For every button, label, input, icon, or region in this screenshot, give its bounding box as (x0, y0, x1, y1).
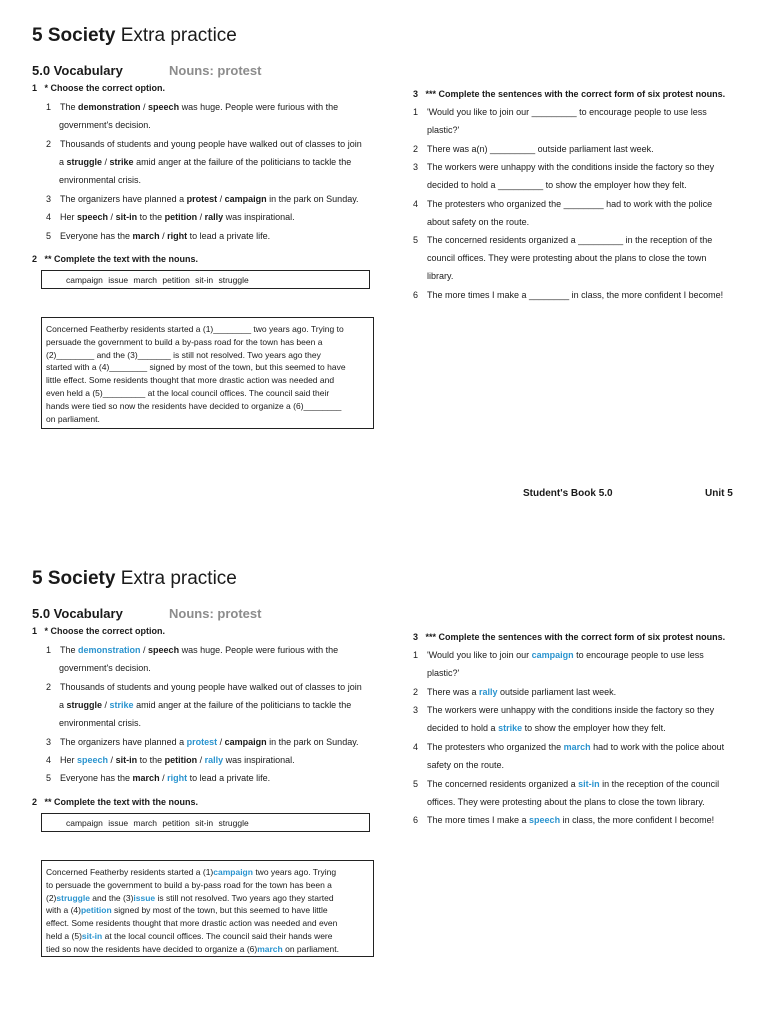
separator: / (108, 212, 116, 222)
item-number: 4 (46, 755, 52, 765)
ex1-answer-item-4 (46, 751, 295, 769)
item-text: The (60, 645, 79, 655)
item-text: a (59, 157, 67, 167)
ex3-answer-item-4-cont: safety on the route. (427, 760, 505, 770)
ex1-answer-item-3 (46, 733, 359, 751)
option: rally (204, 212, 224, 222)
ex1-answer-item-1-cont: government's decision. (59, 663, 151, 673)
answer: petition (80, 905, 112, 916)
item-text: Her (60, 212, 78, 222)
item-number: 6 (413, 815, 419, 825)
passage-box (41, 317, 374, 429)
passage-text: on parliament. (282, 943, 339, 954)
ex3-answer-item-1 (413, 646, 704, 664)
passage-line (46, 866, 369, 879)
ex3-answer-item-2 (413, 683, 616, 701)
ex1-item-2-cont (59, 153, 351, 171)
item-text: There was a(n) _________ outside parliament last week. (427, 144, 654, 154)
item-number: 1 (46, 645, 52, 655)
separator: / (159, 231, 168, 241)
item-number: 5 (413, 235, 419, 245)
item-text: was huge. People were furious with the (179, 645, 339, 655)
passage-text: is still not resolved. Two years ago they started (155, 892, 334, 903)
ex3-item-3 (413, 158, 714, 176)
title-rest: Extra practice (115, 25, 237, 46)
passage-text: tied so now the residents have decided to organize a (6) (46, 943, 258, 954)
item-text: was inspirational. (223, 212, 295, 222)
item-text: to encourage people to use less (573, 650, 704, 660)
item-text: The concerned residents organized a _________ in the reception of the (427, 235, 713, 245)
item-text: to lead a private life. (187, 231, 271, 241)
answer: speech (529, 815, 561, 825)
answer: rally (479, 687, 498, 697)
title-rest: Extra practice (115, 568, 237, 589)
ex3-item-5-cont2: library. (427, 271, 454, 281)
passage-text: with a (4) (46, 905, 81, 916)
item-text: in class, the more confident I become! (560, 815, 715, 825)
item-text: 'Would you like to join our (427, 650, 532, 660)
exercise-instruction: ** Complete the text with the nouns. (44, 254, 199, 264)
exercise-number: 3 (413, 89, 419, 99)
item-text: was inspirational. (223, 755, 295, 765)
item-text: Everyone has the (60, 773, 133, 783)
ex3-item-6 (413, 286, 723, 304)
option: campaign (224, 194, 267, 204)
selected-option: demonstration (78, 645, 141, 655)
exercise-2-heading (32, 254, 198, 264)
item-number: 5 (46, 231, 52, 241)
answer: campaign (531, 650, 574, 660)
item-text: amid anger at the failure of the politicians to tackle the (133, 157, 352, 167)
item-number: 3 (413, 705, 419, 715)
item-number: 3 (46, 194, 52, 204)
ex1-answer-item-2-cont (59, 696, 351, 714)
ex3-answer-item-3-cont (427, 719, 666, 737)
selected-option: speech (77, 755, 109, 765)
section-heading: 5.0 Vocabulary (32, 606, 123, 621)
item-text: outside parliament last week. (497, 687, 617, 697)
option: speech (148, 102, 180, 112)
passage-line: even held a (5)_________ at the local council offices. The council said their (46, 387, 330, 398)
exercise-2-heading (32, 797, 198, 807)
item-text: was huge. People were furious with the (179, 102, 339, 112)
exercise-instruction: *** Complete the sentences with the correct form of six protest nouns. (425, 632, 726, 642)
word-box: campaign issue march petition sit-in struggle (41, 813, 370, 832)
answer: sit-in (81, 930, 103, 941)
separator: / (217, 737, 225, 747)
item-text: The (60, 102, 79, 112)
ex1-answer-item-1 (46, 641, 338, 659)
separator: / (217, 194, 225, 204)
option: demonstration (78, 102, 141, 112)
title-bold: 5 Society (32, 25, 116, 46)
exercise-instruction: * Choose the correct option. (44, 626, 166, 636)
ex1-answer-item-5 (46, 769, 270, 787)
option: protest (186, 194, 218, 204)
item-text: The workers were unhappy with the conditions inside the factory so they (427, 705, 715, 715)
item-number: 3 (413, 162, 419, 172)
separator: / (140, 102, 149, 112)
section-heading: 5.0 Vocabulary (32, 63, 123, 78)
separator: / (197, 212, 205, 222)
item-number: 1 (413, 650, 419, 660)
item-text: amid anger at the failure of the politicians to tackle the (133, 700, 352, 710)
answer: march (563, 742, 591, 752)
passage-text: held a (5) (46, 930, 82, 941)
answer: campaign (213, 867, 253, 877)
item-text: The workers were unhappy with the conditions inside the factory so they (427, 162, 715, 172)
exercise-number: 2 (32, 254, 38, 264)
section-subheading: Nouns: protest (169, 606, 262, 621)
page-title (32, 25, 237, 47)
item-number: 1 (46, 102, 52, 112)
selected-option: protest (186, 737, 218, 747)
ex3-answer-item-4 (413, 738, 724, 756)
item-number: 6 (413, 290, 419, 300)
passage-line: to persuade the government to build a by-pass road for the town has been a (46, 879, 332, 890)
item-text: to the (137, 755, 165, 765)
exercise-instruction: *** Complete the sentences with the correct form of six protest nouns. (425, 89, 726, 99)
footer-unit: Unit 5 (705, 488, 733, 499)
item-text: in the park on Sunday. (266, 737, 359, 747)
item-text: Everyone has the (60, 231, 133, 241)
ex3-item-3-cont: decided to hold a _________ to show the employer how they felt. (427, 180, 687, 190)
passage-text: two years ago. Trying (252, 867, 337, 877)
item-number: 4 (413, 742, 419, 752)
passage-line (46, 943, 369, 956)
selected-option: rally (204, 755, 224, 765)
item-text: to lead a private life. (187, 773, 271, 783)
ex1-item-5 (46, 227, 270, 245)
item-text: The concerned residents organized a (427, 779, 579, 789)
title-bold: 5 Society (32, 568, 116, 589)
passage-line (46, 930, 369, 943)
passage-line: hands were tied so now the residents have decided to organize a (6)________ (46, 400, 342, 411)
ex3-answer-item-5-cont: offices. They were protesting about the plans to close the town library. (427, 797, 705, 807)
item-number: 1 (413, 107, 419, 117)
option: march (132, 231, 160, 241)
passage-line (46, 904, 369, 917)
item-number: 5 (46, 773, 52, 783)
page-title (32, 568, 237, 590)
separator: / (140, 645, 149, 655)
exercise-number: 3 (413, 632, 419, 642)
exercise-1-heading (32, 83, 165, 93)
ex1-item-1 (46, 98, 338, 116)
ex3-item-1 (413, 103, 707, 121)
item-text: a (59, 700, 67, 710)
item-text: in the park on Sunday. (266, 194, 359, 204)
selected-option: right (167, 773, 188, 783)
option: speech (148, 645, 180, 655)
ex1-item-1-cont: government's decision. (59, 120, 151, 130)
option: struggle (66, 700, 103, 710)
separator: / (102, 157, 110, 167)
passage-line (46, 892, 369, 905)
passage-text: at the local council offices. The council said their hands were (102, 930, 333, 941)
exercise-number: 1 (32, 626, 38, 636)
item-text: There was a (427, 687, 480, 697)
item-number: 2 (46, 682, 52, 692)
passage-line: little effect. Some residents thought that more drastic action was needed and (46, 375, 335, 386)
exercise-instruction: * Choose the correct option. (44, 83, 166, 93)
ex3-answer-item-3 (413, 701, 714, 719)
option: sit-in (115, 755, 138, 765)
ex3-item-5-cont: council offices. They were protesting about the plans to close the town (427, 253, 707, 263)
item-number: 2 (413, 687, 419, 697)
exercise-number: 2 (32, 797, 38, 807)
passage-text: Concerned Featherby residents started a (1) (46, 867, 214, 877)
option: march (132, 773, 160, 783)
ex3-item-4-cont: about safety on the route. (427, 217, 530, 227)
passage-line: effect. Some residents thought that more drastic action was needed and even (46, 918, 338, 929)
option: petition (164, 755, 198, 765)
option: right (167, 231, 188, 241)
ex1-item-2-cont2: environmental crisis. (59, 175, 142, 185)
separator: / (108, 755, 116, 765)
ex1-item-3 (46, 190, 359, 208)
item-text: The more times I make a ________ in class, the more confident I become! (427, 290, 724, 300)
option: sit-in (115, 212, 138, 222)
item-number: 2 (46, 139, 52, 149)
item-text: Thousands of students and young people have walked out of classes to join (60, 682, 362, 692)
answer: strike (498, 723, 523, 733)
passage-line: (2)________ and the (3)_______ is still not resolved. Two years ago they (46, 349, 321, 360)
item-number: 2 (413, 144, 419, 154)
item-text: The organizers have planned a (60, 737, 187, 747)
item-number: 3 (46, 737, 52, 747)
item-text: had to work with the police about (590, 742, 725, 752)
answer: struggle (56, 892, 90, 903)
item-text: Thousands of students and young people have walked out of classes to join (60, 139, 362, 149)
answer: issue (133, 892, 156, 903)
item-text: decided to hold a (427, 723, 499, 733)
option: petition (164, 212, 198, 222)
passage-text: and the (3) (89, 892, 134, 903)
ex3-answer-item-1-cont: plastic?' (427, 668, 460, 678)
ex3-item-4 (413, 195, 712, 213)
item-text: Her (60, 755, 78, 765)
passage-line: persuade the government to build a by-pass road for the town has been a (46, 336, 323, 347)
ex3-answer-item-6 (413, 811, 714, 829)
ex3-item-2 (413, 140, 654, 158)
item-text: The protesters who organized the ________ had to work with the police (427, 199, 713, 209)
option: strike (109, 157, 134, 167)
exercise-instruction: ** Complete the text with the nouns. (44, 797, 199, 807)
exercise-1-heading (32, 626, 165, 636)
section-subheading: Nouns: protest (169, 63, 262, 78)
item-number: 4 (46, 212, 52, 222)
option: campaign (224, 737, 267, 747)
passage-line: on parliament. (46, 413, 100, 424)
item-text: in the reception of the council (599, 779, 720, 789)
word-box: campaign issue march petition sit-in struggle (41, 270, 370, 289)
selected-option: strike (109, 700, 134, 710)
ex1-item-2 (46, 135, 362, 153)
ex1-answer-item-2 (46, 678, 362, 696)
ex1-item-4 (46, 208, 295, 226)
item-text: The protesters who organized the (427, 742, 564, 752)
item-text: to show the employer how they felt. (522, 723, 666, 733)
separator: / (159, 773, 168, 783)
passage-line: started with a (4)________ signed by most of the town, but this seemed to have (46, 362, 346, 373)
ex3-item-1-cont: plastic?' (427, 125, 460, 135)
answer: march (257, 943, 283, 954)
passage-box-answered (41, 860, 374, 957)
passage-text: signed by most of the town, but this seemed to have little (111, 905, 328, 916)
footer-book: Student's Book 5.0 (523, 488, 613, 499)
item-text: The more times I make a (427, 815, 530, 825)
item-text: The organizers have planned a (60, 194, 187, 204)
passage-text: (2) (46, 892, 57, 903)
option: struggle (66, 157, 103, 167)
exercise-number: 1 (32, 83, 38, 93)
item-number: 4 (413, 199, 419, 209)
item-text: 'Would you like to join our _________ to encourage people to use less (427, 107, 707, 117)
exercise-3-heading (413, 89, 725, 99)
answer: sit-in (578, 779, 600, 789)
item-number: 5 (413, 779, 419, 789)
option: speech (77, 212, 109, 222)
ex3-item-5 (413, 231, 712, 249)
passage-line: Concerned Featherby residents started a (1)________ two years ago. Trying to (46, 324, 344, 334)
separator: / (102, 700, 110, 710)
ex3-answer-item-5 (413, 775, 719, 793)
exercise-3-heading (413, 632, 725, 642)
separator: / (197, 755, 205, 765)
ex1-answer-item-2-cont2: environmental crisis. (59, 718, 142, 728)
item-text: to the (137, 212, 165, 222)
